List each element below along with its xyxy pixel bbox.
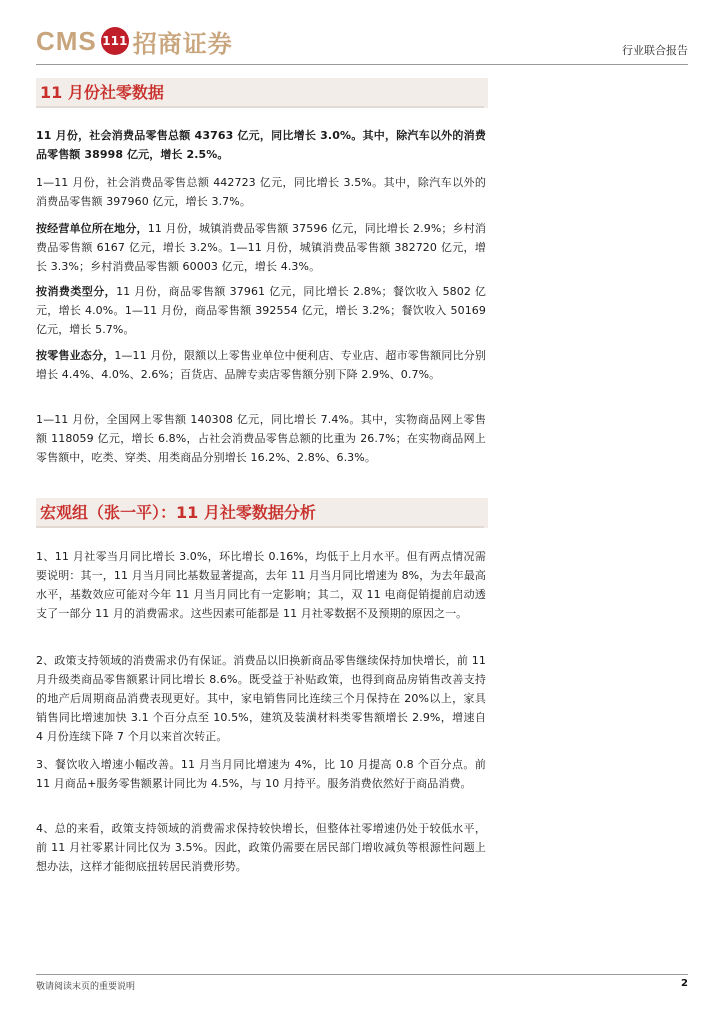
section-title-underline [36,106,484,108]
report-type: 行业联合报告 [622,44,688,57]
page-number: 2 [681,978,688,989]
section-title-text: 宏观组（张一平）：11 月社零数据分析 [40,503,316,522]
paragraph-online-retail: 1—11 月份，全国网上零售额 140308 亿元，同比增长 7.4%。其中，实物商品网上零售额 118059 亿元，增长 6.8%，占社会消费品零售总额的比重为 26.7%；在实物商品网上零售额中，吃类、穿类、用类商品分别增长 16.2%、2.8%、6.3%。 [36,413,486,464]
footer-divider [36,974,688,975]
header-divider [36,64,688,65]
paragraph-analysis-1: 1、11 月社零当月同比增长 3.0%，环比增长 0.16%，均低于上月水平。但有两点情况需要说明：其一，11 月当月同比基数显著提高，去年 11 月当月同比增速为 8%，为去年最高水平，基数效应可能对今年 11 月当月同比有一定影响；其二，双 11 电商促销提前启动透支了一部分 11 月的消费需求。这些因素可能都是 11 月社零数据不及预期的原因之一。 [36,550,486,620]
logo-company-name: 招商证券 [132,28,233,58]
paragraph-november-total: 11 月份，社会消费品零售总额 43763 亿元，同比增长 3.0%。其中，除汽车以外的消费品零售额 38998 亿元，增长 2.5%。 [36,129,486,161]
paragraph-lead: 按零售业态分， [36,349,115,362]
cms-logo [36,24,233,58]
paragraph-by-consumption-type [36,282,486,339]
section-title-underline [36,526,484,528]
paragraph-body: 11 月份，商品零售额 37961 亿元，同比增长 2.8%；餐饮收入 5802 亿元，增长 4.0%。1—11 月份，商品零售额 392554 亿元，增长 3.2%；餐饮收入 50169 亿元，增长 5.7%。 [36,285,486,336]
paragraph-analysis-3: 3、餐饮收入增速小幅改善。11 月当月同比增速为 4%，比 10 月提高 0.8 个百分点。前 11 月商品+服务零售额累计同比为 4.5%，与 10 月持平。服务消费依然好于商品消费。 [36,758,486,790]
paragraph-body: 11 月份，城镇消费品零售额 37596 亿元，同比增长 2.9%；乡村消费品零售额 6167 亿元，增长 3.2%。1—11 月份，城镇消费品零售额 382720 亿元，增长 3.3%；乡村消费品零售额 60003 亿元，增长 4.3%。 [36,222,487,273]
paragraph-body: 1—11 月份，限额以上零售业单位中便利店、专业店、超市零售额同比分别增长 4.4%、4.0%、2.6%；百货店、品牌专卖店零售额分别下降 2.9%、0.7%。 [36,349,486,381]
page-header [36,24,688,64]
section-title-text: 11 月份社零数据 [40,83,164,102]
paragraph-ytd-total: 1—11 月份，社会消费品零售总额 442723 亿元，同比增长 3.5%。其中，除汽车以外的消费品零售额 397960 亿元，增长 3.7%。 [36,176,486,208]
logo-mark-icon: 111 [101,27,129,55]
section-title-macro-analysis [36,498,488,528]
paragraph-by-format [36,346,486,384]
footer-disclaimer: 敬请阅读末页的重要说明 [36,982,136,992]
paragraph-lead: 按经营单位所在地分， [36,222,148,235]
paragraph-analysis-2: 2、政策支持领域的消费需求仍有保证。消费品以旧换新商品零售继续保持加快增长，前 11 月升级类商品零售额累计同比增长 8.6%。既受益于补贴政策，也得到商品房销售改善支持的地产后周期商品消费表现更好。其中，家电销售同比连续三个月保持在 20%以上，家具销售同比增速加快 3.1 个百分点至 10.5%，建筑及装潢材料类零售额增长 2.9%，增速自 4 月份连续下降 7 个月以来首次转正。 [36,654,486,743]
paragraph-by-location [36,219,486,276]
logo-cms-text: CMS [36,25,97,56]
paragraph-analysis-4: 4、总的来看，政策支持领域的消费需求保持较快增长，但整体社零增速仍处于较低水平，前 11 月社零累计同比仅为 3.5%。因此，政策仍需要在居民部门增收减负等根源性问题上想办法，这样才能彻底扭转居民消费形势。 [36,822,486,873]
paragraph-lead: 按消费类型分， [36,285,117,298]
section-title-retail-data [36,78,488,108]
